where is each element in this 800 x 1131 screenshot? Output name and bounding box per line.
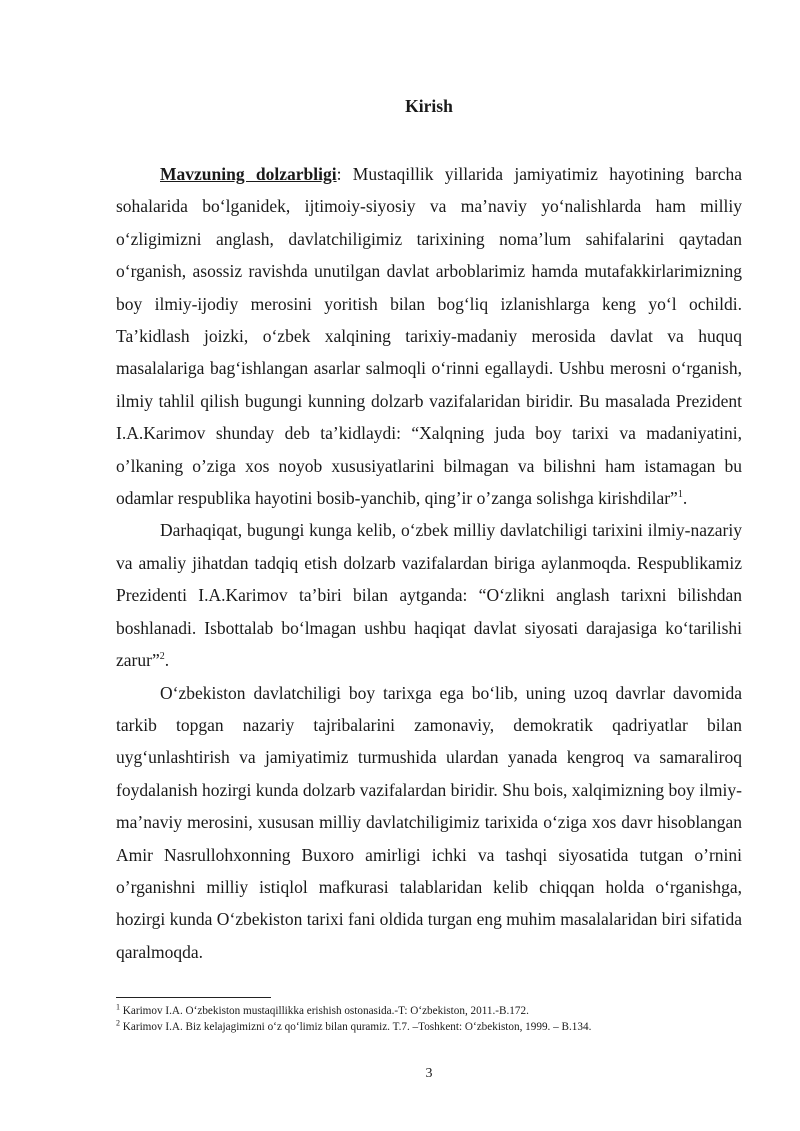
paragraph-relevance	[116, 158, 742, 514]
paragraph-statehood	[116, 514, 742, 676]
page-number: 3	[425, 1066, 433, 1081]
section-title: Kirish	[405, 96, 453, 116]
body-text	[116, 158, 742, 968]
relevance-heading: Mavzuning dolzarbligi	[160, 164, 337, 184]
footnote-item	[116, 1003, 742, 1019]
footnote-text: Karimov I.A. O‘zbekiston mustaqillikka erishish ostonasida.-T: O‘zbekiston, 2011.-B.172.	[122, 1005, 529, 1017]
footnote-number: 2	[116, 1018, 120, 1028]
footnote-text: Karimov I.A. Biz kelajagimizni o‘z qo‘limiz bilan quramiz. T.7. –Toshkent: O‘zbekiston, 1999. – B.134.	[122, 1021, 592, 1033]
paragraph-text: Darhaqiqat, bugungi kunga kelib, o‘zbek milliy davlatchiligi tarixini ilmiy-nazariy va amaliy jihatdan tadqiq etish dolzarb vazifalardan biriga aylanmoqda. Respublikamiz Prezidenti I.A.Karimov ta’biri bilan aytganda: “O‘zlikni anglash tarixni bilishdan boshlanadi. Isbottalab bo‘lmagan ushbu haqiqat davlat siyosati darajasiga ko‘tarilishi zarur”	[116, 520, 742, 671]
heading-colon: :	[336, 164, 342, 184]
footnote-item	[116, 1019, 742, 1035]
paragraph-tail: .	[164, 650, 170, 671]
paragraph-text: Mustaqillik yillarida jamiyatimiz hayotining barcha sohalarida bo‘lganidek, ijtimoiy-siyosiy va ma’naviy yo‘nalishlarda ham milliy o‘zligimizni anglash, davlatchiligimiz tarixining noma’lum sahifalarini qaytadan o‘rganish, asossiz ravishda unutilgan davlat arboblarimiz hamda mutafakkirlarimizning boy ilmiy-ijodiy merosini yoritish bilan bog‘liq izlanishlarga keng yo‘l ochildi. Ta’kidlash joizki, o‘zbek xalqining tarixiy-madaniy merosida davlat va huquq masalalariga bag‘ishlangan asarlar salmoqli o‘rinni egallaydi. Ushbu merosni o‘rganish, ilmiy tahlil qilish bugungi kunning dolzarb vazifalaridan biridir. Bu masalada Prezident I.A.Karimov shunday deb ta’kidlaydi: “Xalqning juda boy tarixi va madaniyatini, o’lkaning o’ziga xos noyob xususiyatlarini bilmagan va bilishni ham istamagan bu odamlar respublika hayotini bosib-yanchib, qing’ir o’zanga solishga kirishdilar”	[116, 164, 742, 509]
paragraph-text: O‘zbekiston davlatchiligi boy tarixga ega bo‘lib, uning uzoq davrlar davomida tarkib topgan nazariy tajribalarini zamonaviy, demokratik qadriyatlar bilan uyg‘unlashtirish va jamiyatimiz turmushida ulardan yanada kengroq va samaraliroq foydalanish hozirgi kunda dolzarb vazifalardan biridir. Shu bois, xalqimizning boy ilmiy-ma’naviy merosini, xususan milliy davlatchiligimiz tarixida o‘ziga xos davr hisoblangan Amir Nasrullohxonning Buxoro amirligi ichki va tashqi siyosatida tutgan o’rnini o’rganishni milliy istiqlol mafkurasi talablaridan kelib chiqqan holda o‘rganishga, hozirgi kunda O‘zbekiston tarixi fani oldida turgan eng muhim masalalaridan biri sifatida qaralmoqda.	[116, 682, 742, 962]
paragraph-tail: .	[682, 488, 688, 509]
footnote-ref: 2	[159, 651, 165, 663]
footnotes	[116, 1003, 742, 1035]
footnote-divider	[116, 997, 271, 998]
paragraph-history	[116, 677, 742, 969]
footnote-number: 1	[116, 1002, 120, 1012]
footnote-ref: 1	[677, 489, 683, 501]
